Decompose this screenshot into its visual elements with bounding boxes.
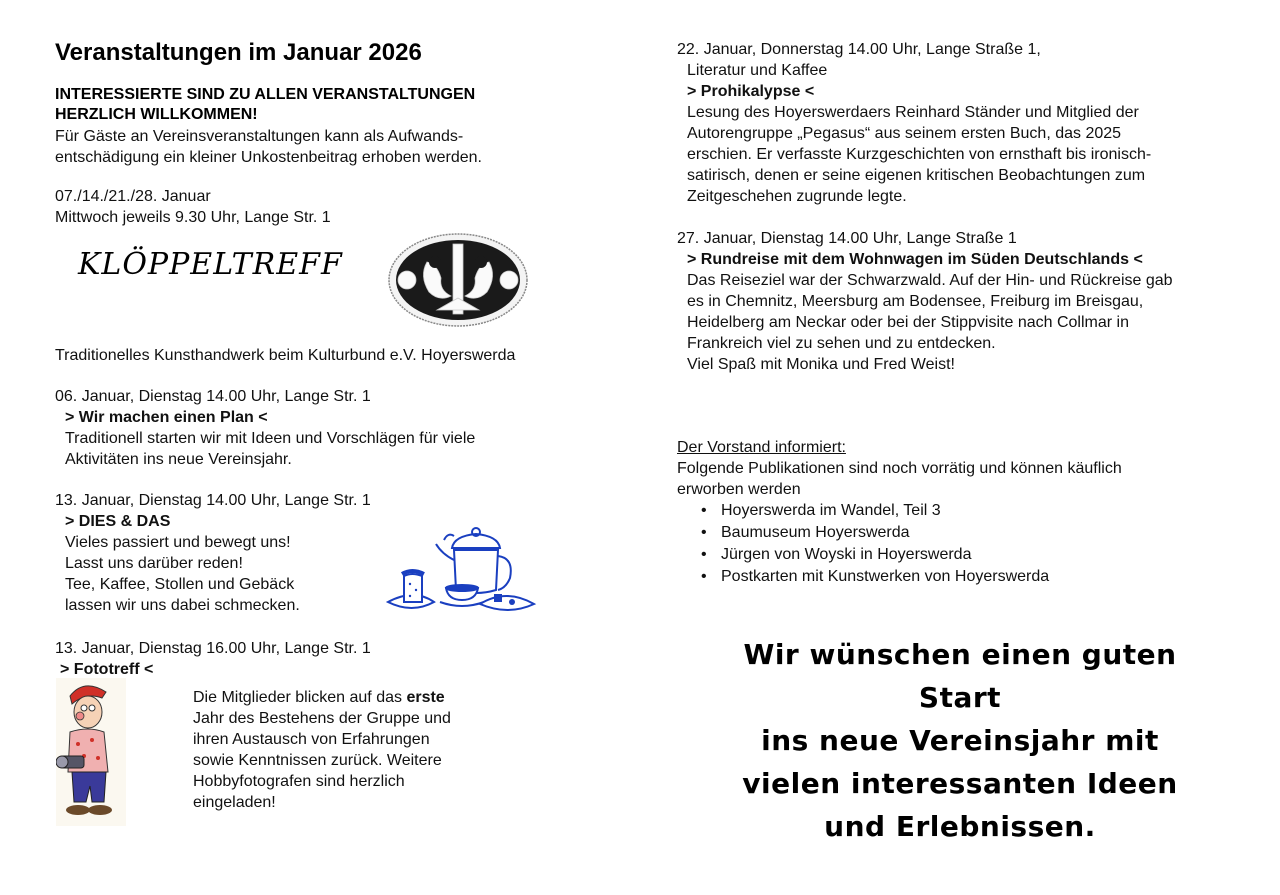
publication-item: • Baumuseum Hoyerswerda xyxy=(677,522,1122,544)
board-notice xyxy=(677,437,1122,588)
event-fototreff-line: Die Mitglieder blicken auf das erste xyxy=(193,689,445,706)
event-fototreff xyxy=(55,638,371,680)
new-year-greeting xyxy=(700,633,1220,848)
board-intro: Folgende Publikationen sind noch vorrätig und können käuflich xyxy=(677,460,1122,477)
kloeppel-dates: 07./14./21./28. Januar xyxy=(55,188,211,205)
event-prohikalypse-when: 22. Januar, Donnerstag 14.00 Uhr, Lange Straße 1, xyxy=(677,41,1041,58)
publication-item: • Postkarten mit Kunstwerken von Hoyerswerda xyxy=(677,566,1122,588)
event-prohikalypse-subtitle: Literatur und Kaffee xyxy=(687,62,828,79)
board-intro: erworben werden xyxy=(677,481,801,498)
event-fototreff-body xyxy=(193,687,451,813)
greeting-line: und Erlebnissen. xyxy=(824,810,1096,843)
lace-ornament-image xyxy=(387,232,529,328)
event-dies-das-when: 13. Januar, Dienstag 14.00 Uhr, Lange Str. 1 xyxy=(55,492,371,509)
kloeppel-time: Mittwoch jeweils 9.30 Uhr, Lange Str. 1 xyxy=(55,209,331,226)
publication-item: • Hoyerswerda im Wandel, Teil 3 xyxy=(677,500,1122,522)
kloeppel-caption: Traditionelles Kunsthandwerk beim Kulturbund e.V. Hoyerswerda xyxy=(55,347,516,364)
event-dies-das-line: Vieles passiert und bewegt uns! xyxy=(65,534,291,551)
photographer-cartoon-image xyxy=(56,678,126,826)
publication-list xyxy=(677,500,1122,588)
event-fototreff-title: > Fototreff < xyxy=(60,661,154,678)
event-plan-line: Traditionell starten wir mit Ideen und Vorschlägen für viele xyxy=(65,430,476,447)
emphasis-erste: erste xyxy=(406,689,445,706)
event-plan-title: > Wir machen einen Plan < xyxy=(65,409,268,426)
event-prohikalypse-line: Lesung des Hoyerswerdaers Reinhard Ständer und Mitglied der xyxy=(687,104,1139,121)
event-dies-das xyxy=(55,490,371,616)
event-rundreise-line: Heidelberg am Neckar oder bei der Stippvisite nach Collmar in xyxy=(687,314,1129,331)
event-rundreise-line: Frankreich viel zu sehen und zu entdecken. xyxy=(687,335,996,352)
event-prohikalypse-line: erschien. Er verfasste Kurzgeschichten von ernsthaft bis ironisch- xyxy=(687,146,1152,163)
kloeppel-schedule xyxy=(55,186,331,228)
kloeppeltreff-logo-text: KLÖPPELTREFF xyxy=(78,247,343,282)
event-dies-das-line: lassen wir uns dabei schmecken. xyxy=(65,597,300,614)
page-title: Veranstaltungen im Januar 2026 xyxy=(55,39,422,66)
welcome-line-1: INTERESSIERTE SIND ZU ALLEN VERANSTALTUNGEN xyxy=(55,86,476,103)
event-prohikalypse-line: satirisch, denen er seine eigenen kritischen Beobachtungen zum xyxy=(687,167,1146,184)
greeting-line: vielen interessanten Ideen xyxy=(742,767,1178,800)
event-prohikalypse-line: Zeitgeschehen zugrunde legte. xyxy=(687,188,907,205)
board-heading: Der Vorstand informiert: xyxy=(677,439,846,456)
event-plan-line: Aktivitäten ins neue Vereinsjahr. xyxy=(65,451,292,468)
event-rundreise-line: es in Chemnitz, Meersburg am Bodensee, Freiburg im Breisgau, xyxy=(687,293,1144,310)
event-rundreise-line: Das Reiseziel war der Schwarzwald. Auf der Hin- und Rückreise gab xyxy=(687,272,1173,289)
event-plan xyxy=(55,386,475,470)
greeting-line: ins neue Vereinsjahr mit xyxy=(761,724,1159,757)
event-dies-das-line: Lasst uns darüber reden! xyxy=(65,555,243,572)
event-fototreff-line: Jahr des Bestehens der Gruppe und xyxy=(193,710,451,727)
event-plan-when: 06. Januar, Dienstag 14.00 Uhr, Lange Str. 1 xyxy=(55,388,371,405)
event-rundreise-title: > Rundreise mit dem Wohnwagen im Süden Deutschlands < xyxy=(687,251,1143,268)
event-prohikalypse-line: Autorengruppe „Pegasus“ aus seinem ersten Buch, das 2025 xyxy=(687,125,1122,142)
event-fototreff-when: 13. Januar, Dienstag 16.00 Uhr, Lange Str. 1 xyxy=(55,640,371,657)
fee-notice xyxy=(55,126,482,168)
event-fototreff-line: ihren Austausch von Erfahrungen xyxy=(193,731,430,748)
fee-line-1: Für Gäste an Vereinsveranstaltungen kann als Aufwands- xyxy=(55,128,464,145)
publication-item: • Jürgen von Woyski in Hoyerswerda xyxy=(677,544,1122,566)
greeting-line: Wir wünschen einen guten Start xyxy=(743,638,1177,714)
event-fototreff-line: eingeladen! xyxy=(193,794,276,811)
event-fototreff-line: sowie Kenntnissen zurück. Weitere xyxy=(193,752,442,769)
welcome-line-2: HERZLICH WILLKOMMEN! xyxy=(55,106,258,123)
event-prohikalypse-title: > Prohikalypse < xyxy=(687,83,815,100)
coffee-set-image xyxy=(384,520,540,618)
welcome-notice xyxy=(55,85,475,125)
event-dies-das-title: > DIES & DAS xyxy=(65,513,171,530)
event-rundreise-when: 27. Januar, Dienstag 14.00 Uhr, Lange Straße 1 xyxy=(677,230,1017,247)
event-rundreise xyxy=(677,228,1173,375)
event-fototreff-line: Hobbyfotografen sind herzlich xyxy=(193,773,405,790)
event-rundreise-line: Viel Spaß mit Monika und Fred Weist! xyxy=(687,356,955,373)
event-dies-das-line: Tee, Kaffee, Stollen und Gebäck xyxy=(65,576,295,593)
event-prohikalypse xyxy=(677,39,1151,207)
fee-line-2: entschädigung ein kleiner Unkostenbeitrag erhoben werden. xyxy=(55,149,482,166)
